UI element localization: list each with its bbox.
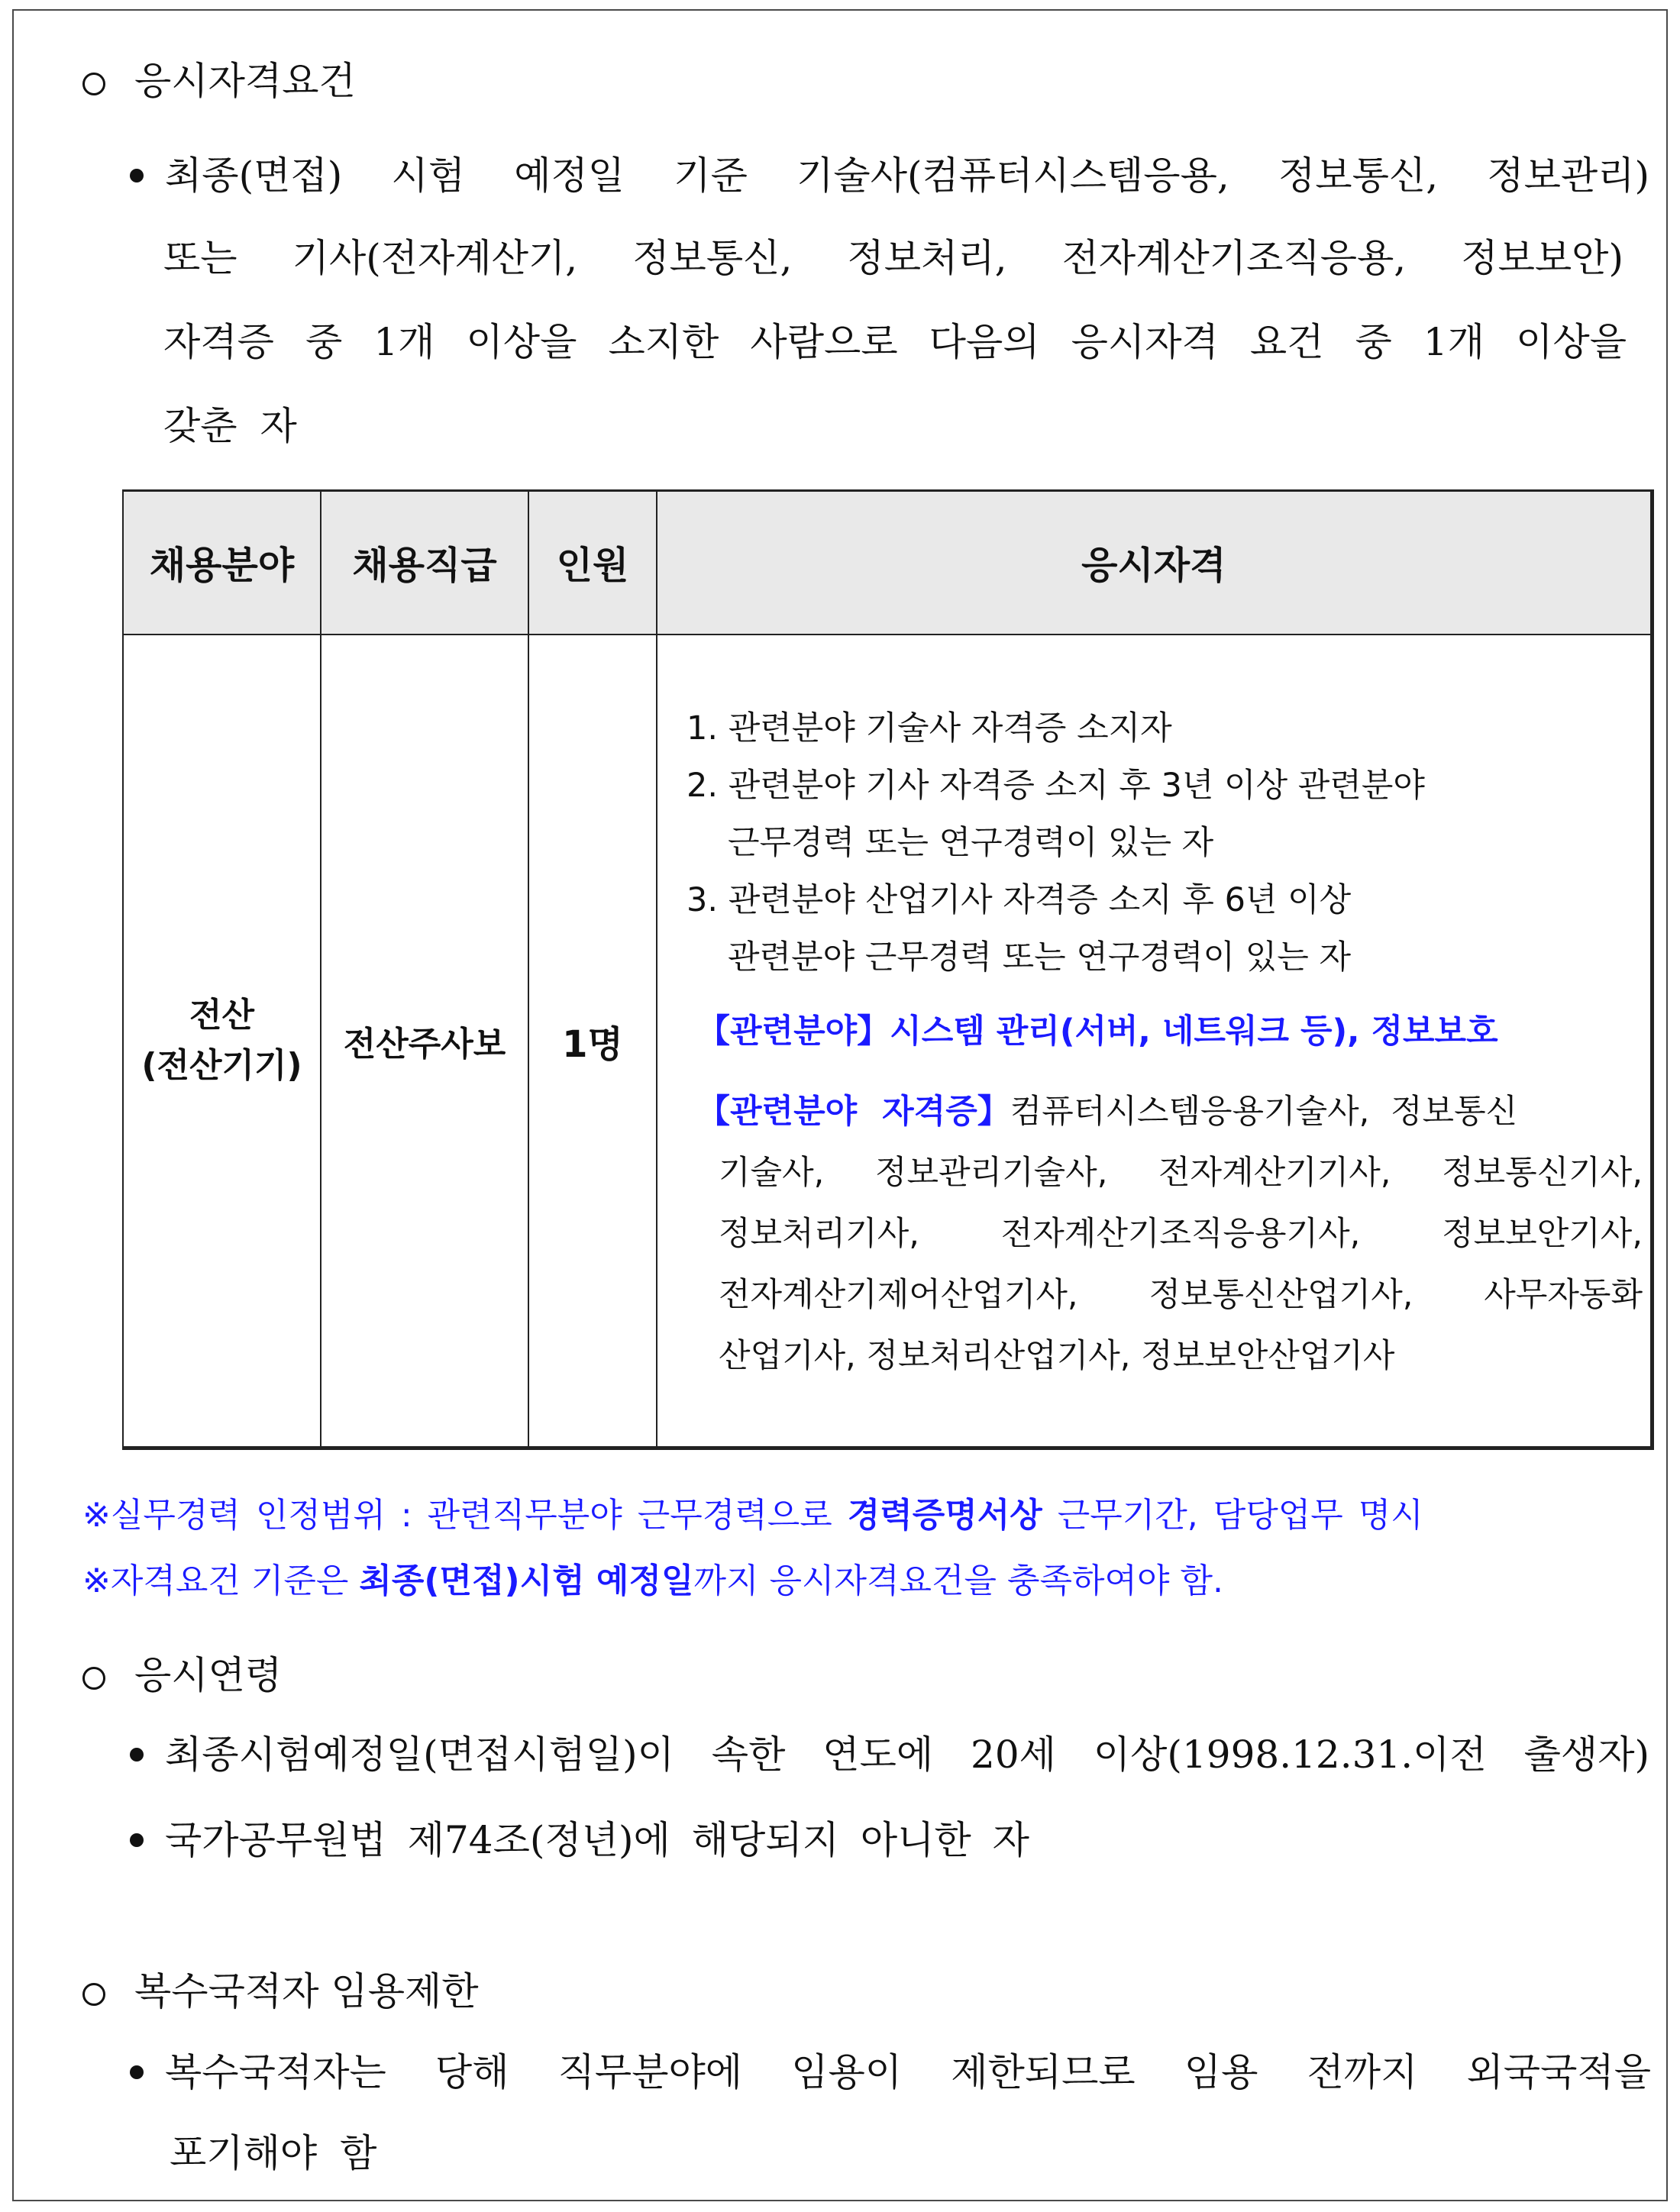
related-cert-line-4: 전자계산기제어산업기사, 정보통신산업기사, 사무자동화 — [719, 1276, 1643, 1314]
section-age-heading: 응시연령 — [82, 1645, 282, 1700]
bullet-icon — [130, 1748, 144, 1762]
bullet-icon — [130, 169, 144, 182]
header-rank: 채용직급 — [321, 491, 528, 635]
note1-part-c: 근무기간, 담당업무 명시 — [1042, 1496, 1423, 1535]
qualification-line-4: 갖춘 자 — [163, 404, 297, 448]
related-cert-text-1: 컴퓨터시스템응용기술사, 정보통신 — [1010, 1093, 1518, 1131]
table-row — [123, 635, 1652, 1448]
circle-marker-icon — [82, 73, 105, 95]
related-cert-line-3: 정보처리기사, 전자계산기조직응용기사, 정보보안기사, — [719, 1215, 1643, 1253]
qual-item-3: 3. 관련분야 산업기사 자격증 소지 후 6년 이상 — [687, 881, 1352, 919]
cell-qualification — [657, 635, 1652, 1448]
related-cert-label: 【관련분야 자격증】 — [697, 1093, 1010, 1131]
related-field-label: 【관련분야】 — [697, 1012, 890, 1051]
qualification-line-2: 또는 기사(전자계산기, 정보통신, 정보처리, 전자계산기조직응용, 정보보안) — [163, 236, 1623, 280]
header-qualification: 응시자격 — [657, 491, 1652, 635]
cell-field — [123, 635, 321, 1448]
note-deadline — [82, 1553, 1223, 1602]
bullet-icon — [130, 1833, 144, 1847]
related-cert-line-2: 기술사, 정보관리기술사, 전자계산기기사, 정보통신기사, — [719, 1154, 1643, 1192]
cell-rank: 전산주사보 — [321, 635, 528, 1448]
table-header-row — [123, 491, 1652, 635]
related-field-line — [697, 1006, 1498, 1052]
recruitment-table — [122, 489, 1654, 1450]
note1-part-b: 경력증명서상 — [847, 1496, 1042, 1535]
nationality-line-2: 포기해야 함 — [170, 2131, 377, 2175]
qual-item-1: 1. 관련분야 기술사 자격증 소지자 — [687, 709, 1172, 748]
note-experience — [82, 1487, 1423, 1536]
note2-part-c: 까지 응시자격요건을 충족하여야 함. — [693, 1561, 1223, 1600]
age-bullet-2: 국가공무원법 제74조(정년)에 해당되지 아니한 자 — [130, 1810, 1029, 1865]
qual-item-2-cont: 근무경력 또는 연구경력이 있는 자 — [728, 824, 1214, 862]
header-count: 인원 — [528, 491, 657, 635]
qual-item-2: 2. 관련분야 기사 자격증 소지 후 3년 이상 관련분야 — [687, 767, 1425, 805]
related-cert-line-1 — [697, 1086, 1517, 1132]
circle-marker-icon — [82, 1667, 105, 1690]
section-nationality-heading: 복수국적자 임용제한 — [82, 1961, 479, 2016]
cell-count: 1명 — [528, 635, 657, 1448]
bullet-icon — [130, 2065, 144, 2079]
related-cert-line-5: 산업기사, 정보처리산업기사, 정보보안산업기사 — [719, 1337, 1395, 1375]
field-line-2: (전산기기) — [141, 1046, 302, 1085]
qualification-line-1: 최종(면접) 시험 예정일 기준 기술사(컴퓨터시스템응용, 정보통신, 정보관리) — [130, 145, 1649, 200]
note2-part-a: ※자격요건 기준은 — [82, 1561, 360, 1600]
nationality-line-1: 복수국적자는 당해 직무분야에 임용이 제한되므로 임용 전까지 외국국적을 — [130, 2042, 1651, 2097]
section-qualification-heading: 응시자격요건 — [82, 50, 356, 105]
related-field-text: 시스템 관리(서버, 네트워크 등), 정보보호 — [890, 1012, 1498, 1051]
note1-part-a: ※실무경력 인정범위 : 관련직무분야 근무경력으로 — [82, 1496, 848, 1535]
qualification-line-3: 자격증 중 1개 이상을 소지한 사람으로 다음의 응시자격 요건 중 1개 이상을 — [163, 320, 1627, 364]
note2-part-b: 최종(면접)시험 예정일 — [359, 1561, 694, 1600]
field-line-1: 전산 — [189, 996, 254, 1035]
header-field: 채용분야 — [123, 491, 321, 635]
qual-item-3-cont: 관련분야 근무경력 또는 연구경력이 있는 자 — [728, 938, 1352, 977]
circle-marker-icon — [82, 1983, 105, 2006]
age-bullet-1: 최종시험예정일(면접시험일)이 속한 연도에 20세 이상(1998.12.31.이전 출생자) — [130, 1724, 1649, 1779]
